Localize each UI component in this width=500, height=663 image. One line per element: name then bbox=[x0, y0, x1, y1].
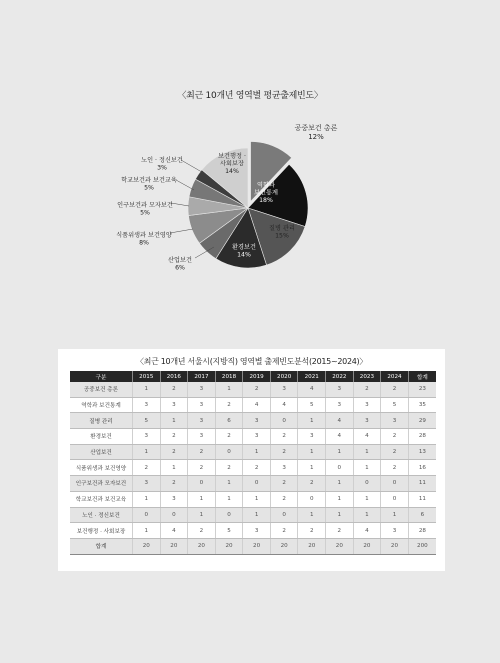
table-cell: 20 bbox=[160, 538, 188, 554]
table-cell: 2 bbox=[188, 444, 216, 460]
row-label: 보건행정 · 사회보장 bbox=[70, 523, 133, 539]
column-header-11: 합계 bbox=[408, 371, 436, 382]
table-cell: 1 bbox=[326, 476, 354, 492]
slice-label-1: 공중보건 총론 12% bbox=[294, 124, 338, 141]
table-cell: 2 bbox=[270, 491, 298, 507]
row-label: 합계 bbox=[70, 538, 133, 554]
table-cell: 3 bbox=[160, 491, 188, 507]
table-cell: 1 bbox=[243, 444, 271, 460]
table-cell: 4 bbox=[326, 429, 354, 445]
table-cell: 2 bbox=[215, 429, 243, 445]
table-cell: 0 bbox=[133, 507, 161, 523]
table-cell: 2 bbox=[160, 382, 188, 397]
table-cell: 1 bbox=[133, 444, 161, 460]
table-cell: 4 bbox=[353, 523, 381, 539]
table-cell: 4 bbox=[353, 429, 381, 445]
table-cell: 3 bbox=[270, 382, 298, 397]
table-cell: 3 bbox=[243, 523, 271, 539]
table-cell: 2 bbox=[381, 460, 409, 476]
slice-label-6: 식품위생과 보건영양 8% bbox=[116, 232, 172, 247]
table-cell: 0 bbox=[188, 476, 216, 492]
table-cell: 2 bbox=[188, 460, 216, 476]
table-cell: 0 bbox=[160, 507, 188, 523]
table-cell: 20 bbox=[353, 538, 381, 554]
table-cell: 0 bbox=[215, 444, 243, 460]
table-cell: 28 bbox=[408, 429, 436, 445]
table-cell: 2 bbox=[243, 382, 271, 397]
table-cell: 1 bbox=[188, 507, 216, 523]
table-cell: 2 bbox=[133, 460, 161, 476]
slice-label-9: 노인 · 정신보건 3% bbox=[141, 157, 183, 172]
table-cell: 1 bbox=[160, 413, 188, 429]
table-cell: 28 bbox=[408, 523, 436, 539]
table-cell: 20 bbox=[243, 538, 271, 554]
column-header-3: 2017 bbox=[188, 371, 216, 382]
table-cell: 2 bbox=[215, 397, 243, 413]
row-label: 산업보건 bbox=[70, 444, 133, 460]
leader-line-6 bbox=[170, 229, 193, 233]
table-cell: 1 bbox=[353, 507, 381, 523]
row-label: 환경보건 bbox=[70, 429, 133, 445]
column-header-8: 2022 bbox=[326, 371, 354, 382]
table-cell: 1 bbox=[298, 444, 326, 460]
column-header-7: 2021 bbox=[298, 371, 326, 382]
row-label: 식품위생과 보건영양 bbox=[70, 460, 133, 476]
table-cell: 1 bbox=[353, 444, 381, 460]
table-row bbox=[70, 491, 436, 507]
table-cell: 5 bbox=[298, 397, 326, 413]
table-cell: 3 bbox=[133, 397, 161, 413]
table-cell: 3 bbox=[381, 523, 409, 539]
table-cell: 0 bbox=[381, 491, 409, 507]
column-header-5: 2019 bbox=[243, 371, 271, 382]
table-cell: 2 bbox=[188, 523, 216, 539]
table-cell: 1 bbox=[215, 476, 243, 492]
table-cell: 0 bbox=[353, 476, 381, 492]
table-cell: 1 bbox=[188, 491, 216, 507]
column-header-4: 2018 bbox=[215, 371, 243, 382]
table-cell: 3 bbox=[160, 397, 188, 413]
row-label: 역학과 보건통계 bbox=[70, 397, 133, 413]
pie-chart-title: 〈최근 10개년 영역별 평균출제빈도〉 bbox=[177, 91, 323, 101]
table-cell: 3 bbox=[326, 382, 354, 397]
table-cell: 0 bbox=[270, 507, 298, 523]
table-cell: 1 bbox=[215, 382, 243, 397]
table-cell: 1 bbox=[353, 491, 381, 507]
table-cell: 3 bbox=[326, 397, 354, 413]
table-title: 〈최근 10개년 서울시(지방직) 영역별 출제빈도분석(2015~2024)〉 bbox=[135, 357, 368, 366]
table-cell: 3 bbox=[381, 413, 409, 429]
table-cell: 6 bbox=[215, 413, 243, 429]
table-cell: 1 bbox=[133, 491, 161, 507]
table-cell: 1 bbox=[326, 491, 354, 507]
slice-label-4: 환경보건 14% bbox=[232, 244, 256, 259]
table-cell: 3 bbox=[298, 429, 326, 445]
table-cell: 3 bbox=[133, 476, 161, 492]
table-cell: 2 bbox=[215, 460, 243, 476]
table-cell: 1 bbox=[133, 523, 161, 539]
table-cell: 3 bbox=[188, 382, 216, 397]
table-cell: 3 bbox=[188, 413, 216, 429]
row-label: 공중보건 총론 bbox=[70, 382, 133, 397]
table-cell: 3 bbox=[243, 413, 271, 429]
table-cell: 11 bbox=[408, 491, 436, 507]
slice-label-3: 질병 관리 15% bbox=[269, 225, 295, 240]
table-cell: 20 bbox=[298, 538, 326, 554]
column-header-0: 구분 bbox=[70, 371, 133, 382]
table-cell: 2 bbox=[243, 460, 271, 476]
table-cell: 3 bbox=[243, 429, 271, 445]
table-cell: 0 bbox=[381, 476, 409, 492]
table-cell: 2 bbox=[270, 429, 298, 445]
table-cell: 3 bbox=[353, 397, 381, 413]
table-cell: 5 bbox=[133, 413, 161, 429]
table-cell: 4 bbox=[298, 382, 326, 397]
table-cell: 1 bbox=[298, 507, 326, 523]
table-cell: 20 bbox=[133, 538, 161, 554]
table-cell: 23 bbox=[408, 382, 436, 397]
table-cell: 1 bbox=[215, 491, 243, 507]
table-row bbox=[70, 429, 436, 445]
table-cell: 20 bbox=[381, 538, 409, 554]
table-cell: 3 bbox=[270, 460, 298, 476]
slice-label-5: 산업보건 6% bbox=[168, 257, 192, 272]
table-cell: 2 bbox=[381, 382, 409, 397]
row-label: 인구보건과 모자보건 bbox=[70, 476, 133, 492]
table-row bbox=[70, 444, 436, 460]
table-cell: 0 bbox=[215, 507, 243, 523]
table-cell: 20 bbox=[215, 538, 243, 554]
table-cell: 1 bbox=[243, 507, 271, 523]
column-header-1: 2015 bbox=[133, 371, 161, 382]
table-cell: 3 bbox=[188, 397, 216, 413]
slice-label-10: 보건행정 · 사회보장 14% bbox=[218, 153, 246, 175]
table-cell: 2 bbox=[270, 444, 298, 460]
table-cell: 16 bbox=[408, 460, 436, 476]
table-panel bbox=[58, 349, 445, 571]
leader-line-7 bbox=[171, 203, 189, 206]
slice-label-7: 인구보건과 모자보건 5% bbox=[117, 202, 173, 217]
table-cell: 1 bbox=[298, 413, 326, 429]
frequency-table bbox=[70, 371, 436, 555]
table-cell: 6 bbox=[408, 507, 436, 523]
table-row bbox=[70, 413, 436, 429]
table-cell: 11 bbox=[408, 476, 436, 492]
table-cell: 0 bbox=[270, 413, 298, 429]
table-cell: 29 bbox=[408, 413, 436, 429]
table-cell: 1 bbox=[160, 460, 188, 476]
table-cell: 2 bbox=[160, 444, 188, 460]
table-row bbox=[70, 382, 436, 397]
table-header-row bbox=[70, 371, 436, 382]
table-cell: 3 bbox=[133, 429, 161, 445]
leader-line-8 bbox=[176, 180, 194, 190]
table-row bbox=[70, 397, 436, 413]
table-row bbox=[70, 538, 436, 554]
table-cell: 5 bbox=[215, 523, 243, 539]
column-header-6: 2020 bbox=[270, 371, 298, 382]
table-cell: 20 bbox=[188, 538, 216, 554]
table-row bbox=[70, 507, 436, 523]
row-label: 질병 관리 bbox=[70, 413, 133, 429]
table-cell: 0 bbox=[298, 491, 326, 507]
table-cell: 35 bbox=[408, 397, 436, 413]
table-cell: 0 bbox=[326, 460, 354, 476]
column-header-9: 2023 bbox=[353, 371, 381, 382]
table-cell: 5 bbox=[381, 397, 409, 413]
table-cell: 200 bbox=[408, 538, 436, 554]
leader-line-9 bbox=[181, 160, 207, 175]
table-row bbox=[70, 460, 436, 476]
table-row bbox=[70, 476, 436, 492]
table-cell: 4 bbox=[270, 397, 298, 413]
table-cell: 4 bbox=[160, 523, 188, 539]
table-cell: 2 bbox=[270, 476, 298, 492]
table-cell: 2 bbox=[270, 523, 298, 539]
table-cell: 20 bbox=[326, 538, 354, 554]
table-cell: 3 bbox=[188, 429, 216, 445]
table-row bbox=[70, 523, 436, 539]
table-cell: 2 bbox=[160, 429, 188, 445]
table-cell: 2 bbox=[160, 476, 188, 492]
table-cell: 2 bbox=[326, 523, 354, 539]
table-cell: 20 bbox=[270, 538, 298, 554]
table-cell: 4 bbox=[243, 397, 271, 413]
column-header-10: 2024 bbox=[381, 371, 409, 382]
table-cell: 2 bbox=[381, 444, 409, 460]
table-cell: 3 bbox=[353, 413, 381, 429]
table-cell: 2 bbox=[381, 429, 409, 445]
table-cell: 2 bbox=[353, 382, 381, 397]
table-cell: 1 bbox=[326, 507, 354, 523]
table-cell: 1 bbox=[326, 444, 354, 460]
table-cell: 4 bbox=[326, 413, 354, 429]
row-label: 학교보건과 보건교육 bbox=[70, 491, 133, 507]
column-header-2: 2016 bbox=[160, 371, 188, 382]
table-cell: 1 bbox=[298, 460, 326, 476]
table-cell: 1 bbox=[353, 460, 381, 476]
table-cell: 13 bbox=[408, 444, 436, 460]
table-cell: 1 bbox=[133, 382, 161, 397]
slice-label-2: 역학과 보건통계 18% bbox=[254, 182, 278, 204]
table-cell: 0 bbox=[243, 476, 271, 492]
slice-label-8: 학교보건과 보건교육 5% bbox=[121, 177, 177, 192]
table-cell: 2 bbox=[298, 476, 326, 492]
table-cell: 1 bbox=[381, 507, 409, 523]
table-cell: 1 bbox=[243, 491, 271, 507]
row-label: 노인 · 정신보건 bbox=[70, 507, 133, 523]
table-cell: 2 bbox=[298, 523, 326, 539]
